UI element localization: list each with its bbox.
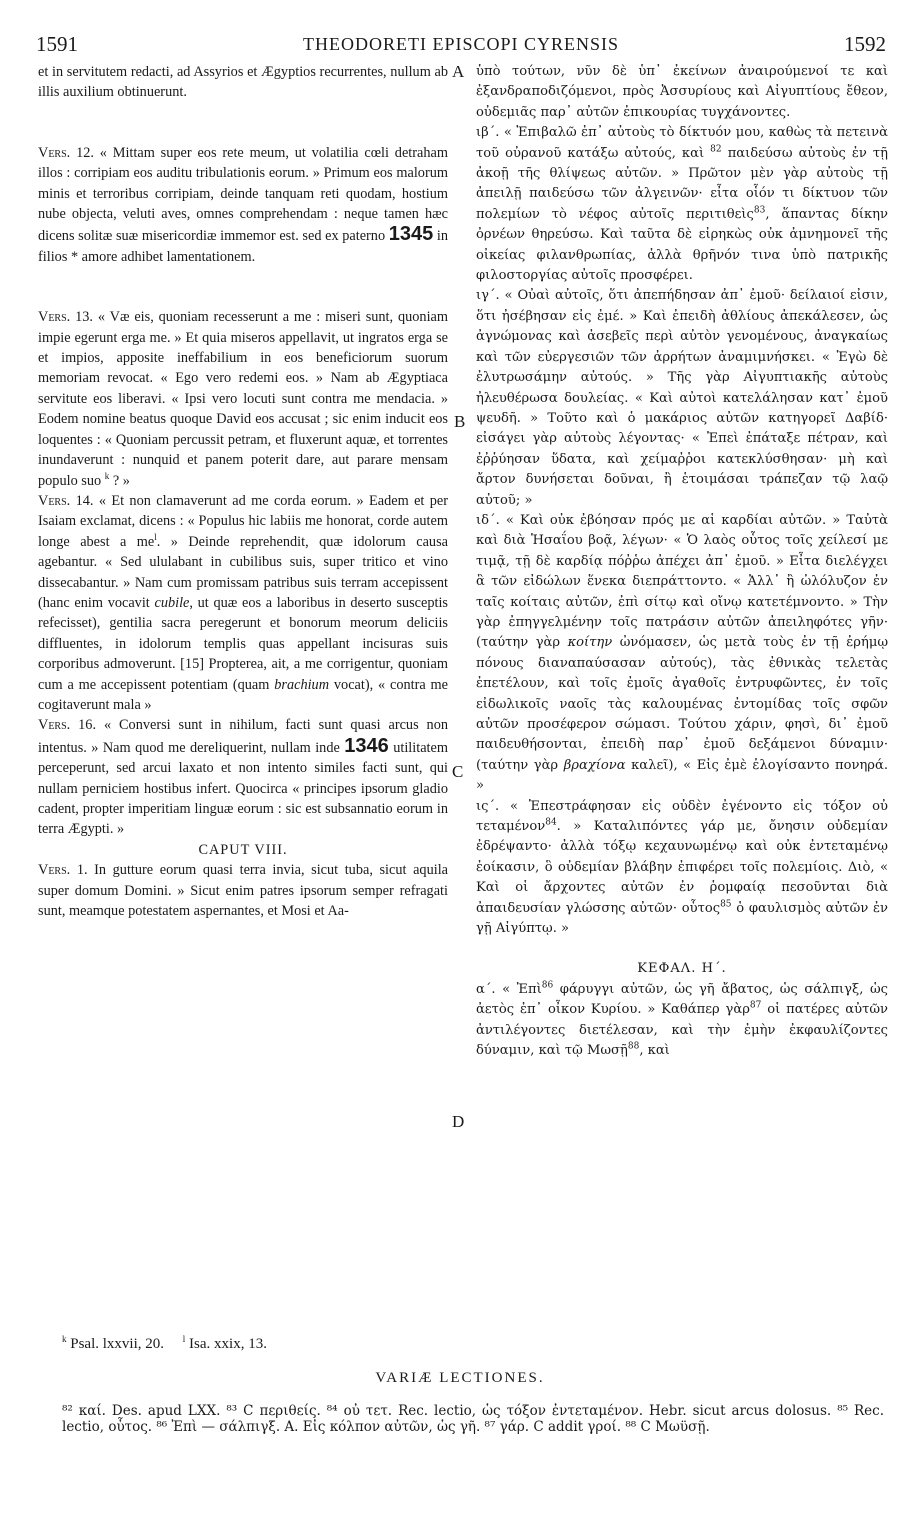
verse-label: Vers. 1.: [38, 862, 88, 879]
verse-text-end: in filios * amore adhibet lamentationem.: [38, 228, 448, 265]
verse-text-2: ὠνόμασεν, ὡς μετὰ τοὺς ἐν τῇ ἐρήμῳ πόνους διαναπαύσασαν αὐτούς), τὰς ἐθνικὰς τελετὰς ἐπετέλουν, καὶ τοῖς ἐμοῖς ἀγαθοῖς ἐντρυφῶντες, ἐν τοῖς εἰδωλικοῖς ναοῖς τὰς καλουμένας ἐντομίδας τοῖς σφῶν αὐτῶν προσέφερον σώμασι. Τούτου χάριν, φησὶ, δι᾽ ἐμοῦ παιδευθήσονται, ἐπειδὴ παρ᾽ ἐμοῦ δεξάμενοι δύναμιν· (ταύτην γὰρ: [476, 635, 889, 773]
footnote-l: Isa. xxix, 13.: [189, 1336, 267, 1352]
verse-text: α΄. « Ἐπὶ: [476, 981, 542, 997]
running-title: THEODORETI EPISCOPI CYRENSIS: [302, 34, 620, 54]
verse-label: Vers. 13.: [38, 309, 93, 326]
footnote-k: Psal. lxxvii, 20.: [70, 1336, 165, 1352]
italic-term-koiten: κοίτην: [567, 635, 613, 651]
marginal-number-1346: 1346: [344, 734, 389, 757]
latin-verse-12: [38, 143, 448, 267]
verse-text-2: . » Καταλιπόντες γάρ με, ὄνησιν οὐδεμίαν ἐδρέψαντο· ἀλλὰ τόξῳ κεχαυνωμένῳ καὶ οὐκ ἐντεταμένῳ ἐοίκασιν, ὃ οὐδεμίαν βλάβην ἐπιφέρει τοῖς πολεμίοις. Διὸ, « Καὶ οἱ ἄρχοντες αὐτῶν ἐν ῥομφαίᾳ πεσοῦνται διὰ ἀπαιδευσίαν γλώσσης αὐτῶν· οὗτος: [476, 819, 888, 916]
verse-label: Vers. 14.: [38, 492, 94, 509]
marginal-number-1345: 1345: [388, 223, 434, 246]
verse-text: ιδ΄. « Καὶ οὐκ ἐβόησαν πρός με αἱ καρδίαι αὐτῶν. » Ταὐτὰ καὶ διὰ Ἡσαΐου βοᾷ, λέγων· « Ὁ λαὸς οὗτος τοῖς χείλεσί με τιμᾷ, τῇ δὲ καρδίᾳ πόῤῥω ἀπέχει ἀπ᾽ ἐμοῦ. » Εἶτα διελέγχει ἃ τῶν εἰδώλων ἕνεκα διεπράττοντο. « Ἀλλ᾽ ἢ ὠλόλυζον ἐν ταῖς κοίταις αὐτῶν, ἐπὶ σίτῳ καὶ οἴνῳ κατετέμνοντο. » Τὴν γὰρ ἐπηγγελμένην τοῖς πατράσιν αὐτῶν ἀπειληφότες γῆν· (ταύτην γὰρ: [476, 512, 888, 651]
greek-verse-14: [476, 511, 888, 797]
verse-text: « Mittam super eos rete meum, ut volatilia cœli detraham illos : corripiam eos auditu tribulationis eorum. » Primum eos malorum minis et terroribus corripiam, deinde tanquam reti quodam, hostium nube objecta, veluti aves, omnes comprehendam : neque tamen hæc dicens solitæ suæ misericordiæ immemor est. sed ex paterno: [38, 144, 448, 245]
column-mark-d: D: [452, 1112, 465, 1131]
italic-term-cubile: cubile: [154, 594, 190, 611]
verse-text-4: , καὶ: [639, 1043, 670, 1059]
greek-verse-16: [476, 797, 888, 940]
variant-ref-84[interactable]: 84: [545, 817, 557, 828]
latin-chapter8-verse-1: [38, 860, 448, 921]
footnote-ref-l[interactable]: l: [154, 531, 157, 542]
column-mark-b: B: [454, 412, 466, 431]
variant-ref-85[interactable]: 85: [720, 899, 732, 910]
greek-verse-12: [476, 123, 888, 286]
variae-lectiones-heading: VARIÆ LECTIONES.: [375, 1370, 545, 1386]
latin-verse-16: [38, 715, 448, 839]
latin-verse-14: [38, 491, 448, 715]
latin-paragraph-intro: et in servitutem redacti, ad Assyrios et Ægyptios recurrentes, nullum ab illis auxilium obtinuerunt.: [38, 64, 448, 101]
latin-chapter-heading: CAPUT VIII.: [198, 841, 288, 858]
greek-column: [476, 62, 888, 1062]
verse-text: ιβ΄. « Ἐπιβαλῶ ἐπ᾽ αὐτοὺς τὸ δίκτυόν μου, καθὼς τὰ πετεινὰ τοῦ οὐρανοῦ κατάξω αὐτούς, καὶ: [476, 125, 888, 161]
verse-label: Vers. 12.: [38, 144, 94, 161]
verse-text-3: , ut quæ eos a laboribus in deserto susceptis refecisset), gentilia sacra peregerunt et bonorum meorum deliciis diffluentes, in idolorum templis quas appellant incisuras suis corporibus admoverunt. [15] Propterea, ait, a me corrigentur, quoniam cum a me accepissent potentiam (quam: [38, 594, 448, 693]
latin-verse-13: [38, 307, 448, 491]
verse-text-3: ὁ φαυλισμὸς αὐτῶν ἐν γῇ Αἰγύπτῳ. »: [476, 900, 888, 937]
variant-ref-87[interactable]: 87: [749, 1000, 762, 1011]
footnote-mark-k: k: [62, 1334, 67, 1344]
variant-ref-86[interactable]: 86: [541, 980, 554, 991]
left-page-number: 1591: [36, 32, 78, 56]
greek-chapter8-verse-1: [476, 980, 888, 1062]
verse-text-2: φάρυγγι αὐτῶν, ὡς γῆ ἄβατος, ὡς σάλπιγξ, ὡς ἀετὸς ἐπ᾽ οἶκον Κυρίου. » Καθάπερ γὰρ: [476, 981, 889, 1018]
verse-text-4: vocat), « contra me cogitaverunt mala »: [38, 676, 449, 713]
footnotes: [62, 1336, 882, 1353]
verse-text: « Conversi sunt in nihilum, facti sunt quasi arcus non intentus. » Nam quod me dereliquerint, nullam inde: [38, 717, 449, 756]
variant-ref-82[interactable]: 82: [710, 144, 722, 155]
verse-text-3: καλεῖ), « Εἰς ἐμὲ ἐλογίσαντο πονηρά. »: [476, 757, 889, 794]
greek-verse-13: ιγ΄. « Οὐαὶ αὐτοῖς, ὅτι ἀπεπήδησαν ἀπ᾽ ἐμοῦ· δείλαιοί εἰσιν, ὅτι ἠσέβησαν εἰς ἐμέ. » Καὶ ἐπειδὴ ἀθλίους ἀπεκάλεσεν, ὡς ἀγνώμονας καὶ ἀσεβεῖς περὶ αὐτὸν γενομένους, ἀναγκαίως καὶ τῶν εὐεργεσιῶν τῶν ἀρρήτων ἀναμιμνήσκει. « Ἐγὼ δὲ ἐλυτρωσάμην αὐτούς. » Τῆς γὰρ Αἰγυπτιακῆς αὐτοὺς ἠλευθέρωσα δουλείας. « Καὶ αὐτοὶ κατελάλησαν κατ᾽ ἐμοῦ ψευδῆ. » Τοῦτο καὶ ὁ μακάριος αὐτῶν κατηγορεῖ Δαβίδ· εἰσάγει γὰρ αὐτοὺς λέγοντας· « Ἐπεὶ ἐπάταξε πέτραν, καὶ ἐῤῥύησαν ὕδατα, καὶ χείμαῤῥοι κατεκλύσθησαν· μὴ καὶ ἄρτον δυνήσεται δοῦναι, ἢ ἑτοιμάσαι τράπεζαν τῷ λαῷ αὐτοῦ; »: [476, 288, 888, 508]
latin-column: [38, 62, 448, 921]
verse-label: Vers. 16.: [38, 717, 97, 734]
greek-chapter-heading: ΚΕΦΑΛ. Η΄.: [637, 961, 727, 977]
page-header: [36, 32, 886, 62]
verse-text: ις΄. « Ἐπεστράφησαν εἰς οὐδὲν ἐγένοντο εἰς τόξον οὐ τεταμένον: [476, 798, 888, 835]
column-mark-a: A: [452, 62, 465, 81]
column-mark-c: C: [452, 762, 464, 781]
verse-text-2: . » Deinde reprehendit, quæ idolorum causa agebantur. « Sed ululabant in cubilibus suis, super tritico et vino dissecabantur. » Nam cum promissam patribus suis terram accepissent (hanc enim vocavit: [38, 533, 448, 611]
verse-text: « Væ eis, quoniam recesserunt a me : miseri sunt, quoniam impie egerunt erga me. » Et quia miseros appellavit, ut ingratos erga se et impios, apposite ineffabilium in eos beneficiorum suorum memoriam revocat. « Ego vero redemi eos. » Nam ab Ægyptiaca servitute eos liberavi. « Ipsi vero locuti sunt contra me mendacia. » Eodem nomine beatus quoque David eos accusat ; sic enim inducit eos loquentes : « Quoniam percussit petram, et fluxerunt aquæ, et torrentes inundaverunt : nunquid et panem poterit dare, aut parare mensam populo suo: [38, 309, 449, 489]
variant-ref-83[interactable]: 83: [753, 205, 766, 216]
greek-paragraph-intro: ὑπὸ τούτων, νῦν δὲ ὑπ᾽ ἐκείνων ἀναιρούμενοί τε καὶ ἐξανδραποδιζόμενοι, πρὸς Ἀσσυρίους καὶ Αἰγυπτίους ἔθεον, οὐδεμιᾶς παρ᾽ αὐτῶν ἐπικουρίας τυγχάνοντες.: [476, 64, 888, 120]
verse-text-2: παιδεύσω αὐτοὺς ἐν τῇ ἀκοῇ τῆς θλίψεως αὐτῶν. » Πρῶτον μὲν γὰρ αὐτοὺς τῇ ἀπειλῇ παιδεύσω τῶν ἀλγεινῶν· εἶτα οἷόν τι δίκτυον τῶν πολεμίων τὸ νέφος αὐτοῖς περιτιθεὶς: [476, 145, 889, 222]
verse-text-3: , ἅπαντας δίκην ὀρνέων θηρεύσω. Καὶ ταῦτα δὲ εἰρηκὼς οὐκ ἀμνημονεῖ τῆς οἰκείας φιλανθρωπίας, ἀλλὰ θρῆνόν τινα ὑπὸ πατρικῆς φιλοστοργίας αὐτοῖς προσφέρει.: [476, 206, 888, 284]
footnote-ref-k[interactable]: k: [104, 470, 110, 481]
verse-text-3: οἱ πατέρες αὐτῶν ἀντιλέγοντες διετέλεσαν, καὶ τὴν ἐμὴν ἐκφαυλίζοντες δύναμιν, καὶ τῷ Μωσῇ: [476, 1002, 888, 1059]
verse-text-end: ? »: [112, 472, 130, 489]
verse-text-2: utilitatem perceperunt, sed arcui laxato et non intento similes facti sunt, qui nullam perniciem hostibus infert. Quocirca « principes ipsorum gladio cadent, propter imperitiam linguæ eorum : sic est subsannatio eorum in terra Ægypti. »: [38, 739, 448, 838]
variant-ref-88[interactable]: 88: [627, 1041, 640, 1052]
verse-text: « Et non clamaverunt ad me corda eorum. » Eadem et per Isaiam exclamat, dicens : « Populus hic labiis me honorat, corde autem longe abest a me: [38, 492, 449, 550]
verse-text: In gutture eorum quasi terra invia, sicut tuba, sicut aquila super domum Domini. » Sicut enim patres ipsorum semper refragati sunt, meamque potestatem aspernantes, et Mosi et Aa-: [38, 862, 449, 920]
italic-term-brachium: brachium: [274, 676, 330, 693]
right-page-number: 1592: [844, 32, 886, 56]
italic-term-brachiona: βραχίονα: [563, 757, 626, 773]
footnote-mark-l: l: [182, 1334, 186, 1344]
variae-lectiones-text: ⁸² καί. Des. apud LXX. ⁸³ C περιθείς. ⁸⁴ οὐ τετ. Rec. lectio, ὡς τόξον ἐντεταμένον. Hebr. sicut arcus dolosus. ⁸⁵ Rec. lectio, οὗτος. ⁸⁶ Ἐπὶ — σάλπιγξ. A. Εἰς κόλπον αὐτῶν, ὡς γῆ. ⁸⁷ γάρ. C addit γροί. ⁸⁸ C Μωϋσῇ.: [62, 1403, 884, 1435]
